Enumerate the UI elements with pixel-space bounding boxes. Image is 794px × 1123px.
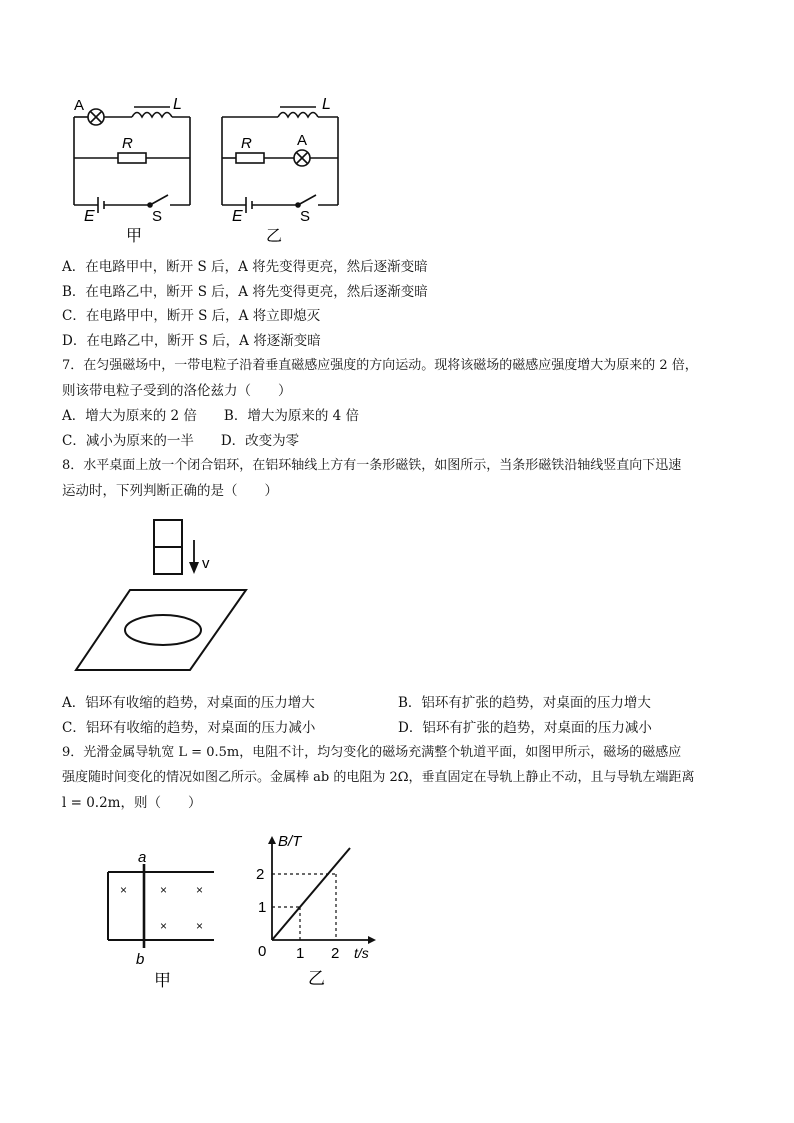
label-b: b bbox=[136, 951, 145, 968]
caption-yi: 乙 bbox=[266, 228, 283, 245]
y-axis-label: B/T bbox=[278, 833, 302, 850]
label-switch-S: S bbox=[152, 208, 163, 225]
q9-stem-line3: l = 0.2m，则（ ） bbox=[62, 795, 202, 811]
q6-option-c: C．在电路甲中，断开 S 后，A 将立即熄灭 bbox=[62, 308, 321, 324]
label-lamp-A: A bbox=[74, 97, 85, 114]
q7-options-row2: C．减小为原来的一半 D．改变为零 bbox=[62, 433, 300, 449]
lamp-icon bbox=[88, 109, 104, 125]
arrow-down-icon bbox=[189, 540, 199, 574]
bt-line bbox=[272, 848, 350, 940]
q8-option-c: C．铝环有收缩的趋势，对桌面的压力减小 bbox=[62, 720, 316, 736]
label-inductor-L: L bbox=[322, 96, 331, 113]
y-tick-2: 2 bbox=[256, 866, 265, 883]
tabletop bbox=[76, 590, 246, 670]
label-battery-E: E bbox=[232, 208, 243, 225]
aluminium-ring bbox=[125, 615, 201, 645]
q8-option-a: A．铝环有收缩的趋势，对桌面的压力增大 bbox=[62, 695, 315, 711]
origin-label: 0 bbox=[258, 943, 267, 960]
x-axis-label: t/s bbox=[354, 945, 369, 961]
circuit-figure bbox=[60, 95, 420, 245]
x-tick-1: 1 bbox=[296, 945, 305, 962]
q9-stem-line1: 9．光滑金属导轨宽 L = 0.5m，电阻不计，均匀变化的磁场充满整个轨道平面，如图甲所示，磁场的磁感应 bbox=[62, 745, 682, 760]
label-switch-S: S bbox=[300, 208, 311, 225]
q7-stem-line1: 7．在匀强磁场中，一带电粒子沿着垂直磁感应强度的方向运动。现将该磁场的磁感应强度增大为原来的 2 倍， bbox=[62, 358, 698, 373]
caption-jia: 甲 bbox=[154, 971, 171, 990]
lamp-icon bbox=[294, 150, 310, 166]
label-resistor-R: R bbox=[122, 135, 133, 152]
svg-text:×: × bbox=[196, 919, 204, 933]
label-battery-E: E bbox=[84, 208, 95, 225]
q8-stem-line1: 8．水平桌面上放一个闭合铝环，在铝环轴线上方有一条形磁铁，如图所示，当条形磁铁沿轴线竖直向下迅速 bbox=[62, 458, 682, 473]
svg-text:×: × bbox=[196, 883, 204, 897]
label-inductor-L: L bbox=[173, 96, 182, 113]
x-tick-2: 2 bbox=[331, 945, 340, 962]
q6-option-d: D．在电路乙中，断开 S 后，A 将逐渐变暗 bbox=[62, 333, 321, 349]
svg-text:×: × bbox=[160, 883, 168, 897]
label-resistor-R: R bbox=[241, 135, 252, 152]
caption-yi: 乙 bbox=[308, 969, 325, 988]
q6-option-b: B．在电路乙中，断开 S 后，A 将先变得更亮，然后逐渐变暗 bbox=[62, 284, 428, 300]
y-tick-1: 1 bbox=[258, 899, 267, 916]
label-lamp-A: A bbox=[297, 132, 308, 149]
q7-stem-line2: 则该带电粒子受到的洛伦兹力（ ） bbox=[62, 383, 292, 399]
label-a: a bbox=[138, 849, 147, 866]
rail-figure bbox=[96, 840, 226, 990]
q8-stem-line2: 运动时，下列判断正确的是（ ） bbox=[62, 483, 278, 499]
q7-options-row1: A．增大为原来的 2 倍 B．增大为原来的 4 倍 bbox=[62, 408, 360, 424]
velocity-label: v bbox=[202, 555, 210, 572]
svg-text:×: × bbox=[160, 919, 168, 933]
q8-option-d: D．铝环有扩张的趋势，对桌面的压力减小 bbox=[398, 720, 652, 736]
svg-text:×: × bbox=[120, 883, 128, 897]
circuit-right bbox=[222, 107, 338, 213]
bt-graph bbox=[252, 830, 392, 990]
q9-stem-line2: 强度随时间变化的情况如图乙所示。金属棒 ab 的电阻为 2Ω，垂直固定在导轨上静止不动，且与导轨左端距离 bbox=[62, 770, 695, 785]
caption-jia: 甲 bbox=[126, 228, 143, 245]
q6-option-a: A．在电路甲中，断开 S 后，A 将先变得更亮，然后逐渐变暗 bbox=[62, 259, 428, 275]
magnet-ring-figure bbox=[70, 508, 270, 678]
q8-option-b: B．铝环有扩张的趋势，对桌面的压力增大 bbox=[398, 695, 651, 711]
